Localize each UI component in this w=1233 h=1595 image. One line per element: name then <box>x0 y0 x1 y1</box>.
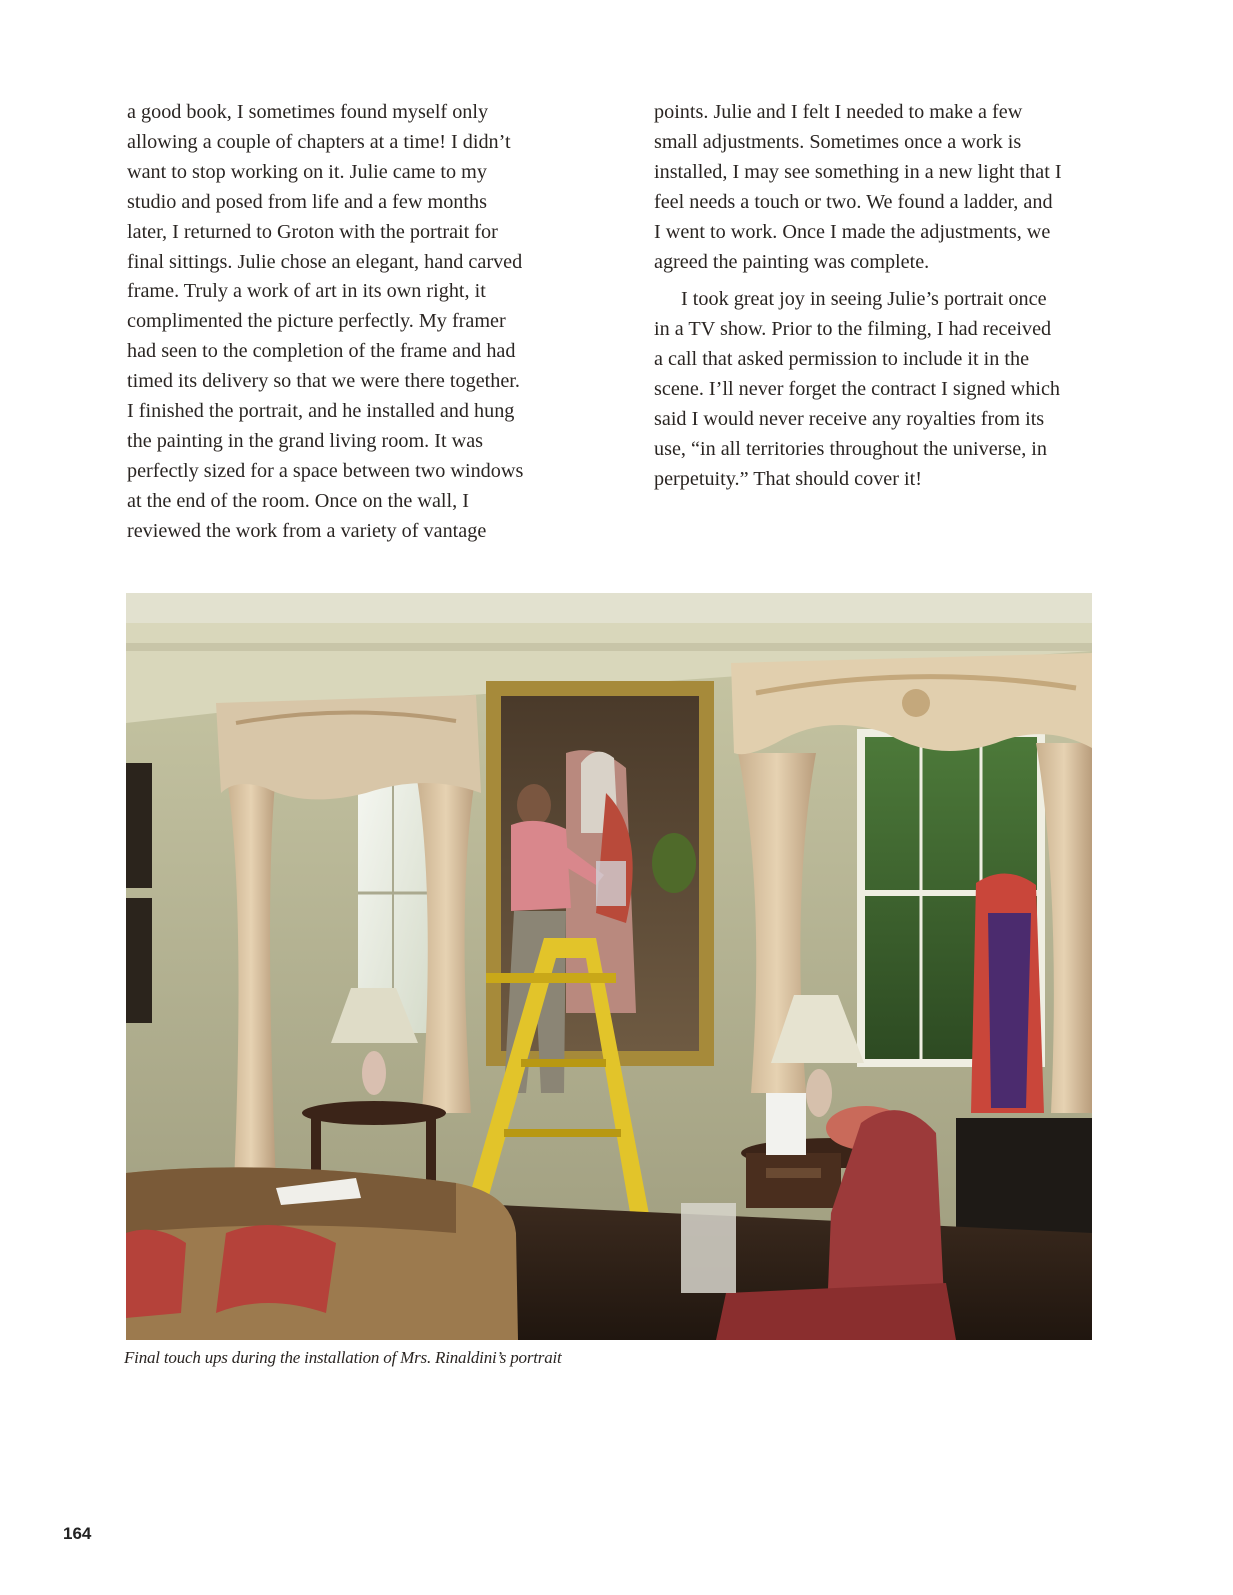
text-line: at the end of the room. Once on the wall, I <box>127 489 469 512</box>
text-line: agreed the painting was complete. <box>654 250 930 273</box>
left-text-column <box>127 98 567 547</box>
paragraph-gap <box>654 277 1094 285</box>
text-line: I finished the portrait, and he installed and hung <box>127 400 515 423</box>
text-line: complimented the picture perfectly. My framer <box>127 310 506 333</box>
text-line: final sittings. Julie chose an elegant, hand carved <box>127 250 523 273</box>
text-line: reviewed the work from a variety of vantage <box>127 519 487 542</box>
text-line: the painting in the grand living room. It was <box>127 429 484 452</box>
text-line: a good book, I sometimes found myself only <box>127 101 489 123</box>
text-line: scene. I’ll never forget the contract I signed which <box>654 378 1061 401</box>
text-line: perpetuity.” That should cover it! <box>654 467 922 490</box>
room-illustration <box>126 593 1092 1340</box>
text-line: installed, I may see something in a new light that I <box>654 160 1062 183</box>
text-line: allowing a couple of chapters at a time! I didn’t <box>127 130 511 153</box>
text-line: said I would never receive any royalties from its <box>654 408 1045 431</box>
text-line: had seen to the completion of the frame and had <box>127 340 516 363</box>
text-line: perfectly sized for a space between two windows <box>127 459 524 482</box>
text-line: I went to work. Once I made the adjustments, we <box>654 220 1051 243</box>
text-line: points. Julie and I felt I needed to make a few <box>654 101 1023 123</box>
page-number: 164 <box>63 1524 92 1543</box>
installation-photo <box>126 593 1092 1340</box>
text-line: frame. Truly a work of art in its own right, it <box>127 280 486 303</box>
text-line: studio and posed from life and a few months <box>127 190 487 213</box>
text-line: I took great joy in seeing Julie’s portrait once <box>681 288 1047 311</box>
text-line: use, “in all territories throughout the universe, in <box>654 437 1047 460</box>
text-line: in a TV show. Prior to the filming, I had received <box>654 318 1052 341</box>
text-line: small adjustments. Sometimes once a work is <box>654 130 1022 153</box>
right-text-column <box>654 98 1094 495</box>
text-line: a call that asked permission to include it in the <box>654 348 1030 371</box>
photo-caption: Final touch ups during the installation of Mrs. Rinaldini’s portrait <box>124 1348 562 1367</box>
text-line: timed its delivery so that we were there together. <box>127 370 520 393</box>
text-line: want to stop working on it. Julie came to my <box>127 160 487 183</box>
text-line: feel needs a touch or two. We found a ladder, and <box>654 190 1053 213</box>
text-line: later, I returned to Groton with the portrait for <box>127 220 498 243</box>
